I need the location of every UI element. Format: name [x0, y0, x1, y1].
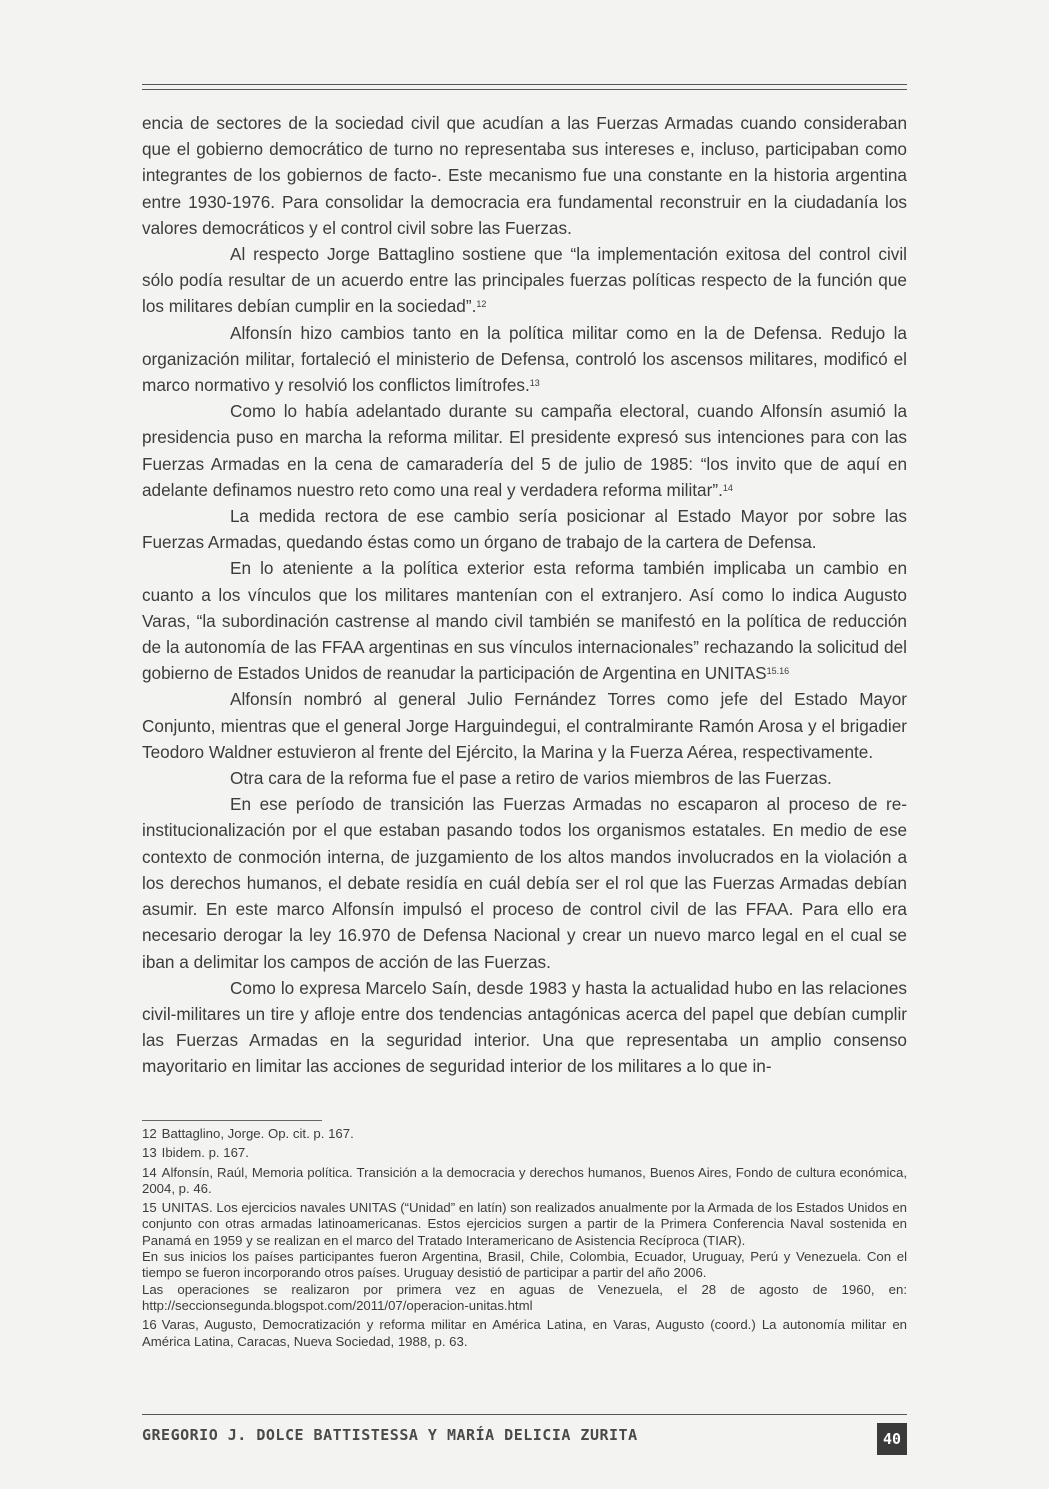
body-paragraph	[142, 765, 907, 791]
footnote-text: Ibidem. p. 167.	[161, 1145, 249, 1161]
footnote-text: UNITAS. Los ejercicios navales UNITAS (“Unidad” en latín) son realizados anualmente por la Armada de los Estados Unidos en conjunto con otras armadas latinoamericanas. Estos ejercicios surgen a partir de la Primera Conferencia Naval sostenida en Panamá en 1959 y se realizan en el marco del Tratado Interamericano de Asistencia Recíproca (TIAR).	[142, 1200, 907, 1248]
page-number: 40	[877, 1423, 907, 1455]
footnote-14	[142, 1165, 907, 1198]
body-paragraph	[142, 975, 907, 1080]
footnote-text: En sus inicios los países participantes fueron Argentina, Brasil, Chile, Colombia, Ecuador, Uruguay, Perú y Venezuela. Con el tiempo se fueron incorporando otros países. Uruguay desistió de participar a partir del año 2006.	[142, 1249, 907, 1281]
footnote-paragraph	[142, 1165, 907, 1198]
footnote-paragraph	[142, 1200, 907, 1249]
paragraph-text: La medida rectora de ese cambio sería posicionar al Estado Mayor por sobre las Fuerzas Armadas, quedando éstas como un órgano de trabajo de la cartera de Defensa.	[142, 506, 907, 553]
footnote-number: 12	[142, 1126, 157, 1141]
footnote-text: Alfonsín, Raúl, Memoria política. Transición a la democracia y derechos humanos, Buenos Aires, Fondo de cultura económica, 2004, p. 46.	[142, 1164, 907, 1196]
footnote-paragraph	[142, 1317, 907, 1350]
footnotes	[142, 1126, 907, 1353]
footnote-13	[142, 1145, 907, 1161]
body-paragraph	[142, 503, 907, 555]
footnote-15	[142, 1200, 907, 1314]
paragraph-text: Como lo había adelantado durante su campaña electoral, cuando Alfonsín asumió la presidencia puso en marcha la reforma militar. El presidente expresó sus intenciones para con las Fuerzas Armadas en la cena de camaradería del 5 de julio de 1985: “los invito que de aquí en adelante definamos nuestro reto como una real y verdadera reforma militar”.	[142, 401, 907, 500]
paragraph-text: Alfonsín nombró al general Julio Fernández Torres como jefe del Estado Mayor Conjunto, mientras que el general Jorge Harguindegui, el contralmirante Ramón Arosa y el brigadier Teodoro Waldner estuvieron al frente del Ejército, la Marina y la Fuerza Aérea, respectivamente.	[142, 689, 907, 762]
footnote-paragraph	[142, 1145, 907, 1161]
footnote-text: Battaglino, Jorge. Op. cit. p. 167.	[161, 1126, 354, 1141]
paragraph-text: En ese período de transición las Fuerzas Armadas no escaparon al proceso de reinstitucionalización por el que estaban pasando todos los organismos estatales. En medio de ese contexto de conmoción interna, de juzgamiento de los altos mandos involucrados en la violación a los derechos humanos, el debate residía en cuál debía ser el rol que las Fuerzas Armadas debían asumir. En este marco Alfonsín impulsó el proceso de control civil de las FFAA. Para ello era necesario derogar la ley 16.970 de Defensa Nacional y crear un nuevo marco legal en el cual se iban a delimitar los campos de acción de las Fuerzas.	[142, 794, 907, 972]
paragraph-text: Alfonsín hizo cambios tanto en la política militar como en la de Defensa. Redujo la organización militar, fortaleció el ministerio de Defensa, controló los ascensos militares, modificó el marco normativo y resolvió los conflictos limítrofes.	[142, 322, 907, 396]
body-text	[142, 110, 907, 1080]
body-paragraph	[142, 320, 907, 399]
footnote-paragraph	[142, 1126, 907, 1142]
body-paragraph	[142, 555, 907, 686]
footnote-ref[interactable]: 15.16	[766, 666, 790, 677]
paragraph-text: En lo ateniente a la política exterior esta reforma también implicaba un cambio en cuanto a los vínculos que los militares mantenían con el extranjero. Así como lo indica Augusto Varas, “la subordinación castrense al mando civil también se manifestó en la política de reducción de la autonomía de las FFAA argentinas en sus vínculos internacionales” rechazando la solicitud del gobierno de Estados Unidos de reanudar la participación de Argentina en UNITAS	[142, 558, 907, 684]
paragraph-text: Otra cara de la reforma fue el pase a retiro de varios miembros de las Fuerzas.	[230, 768, 832, 789]
footer-authors: GREGORIO J. DOLCE BATTISTESSA Y MARÍA DELICIA ZURITA	[142, 1426, 638, 1444]
header-rule	[142, 84, 907, 90]
body-paragraph	[142, 110, 907, 241]
paragraph-text: encia de sectores de la sociedad civil que acudían a las Fuerzas Armadas cuando consideraban que el gobierno democrático de turno no representaba sus intereses e, incluso, participaban como integrantes de los gobiernos de facto-. Este mecanismo fue una constante en la historia argentina entre 1930-1976. Para consolidar la democracia era fundamental reconstruir en la ciudadanía los valores democráticos y el control civil sobre las Fuerzas.	[142, 113, 907, 238]
footnote-text: Las operaciones se realizaron por primera vez en aguas de Venezuela, el 28 de agosto de 1960, en: http://seccionsegunda.blogspot.com/2011/07/operacion-unitas.html	[142, 1281, 907, 1313]
body-paragraph	[142, 686, 907, 765]
footer-rule	[142, 1414, 907, 1415]
footnote-number: 13	[142, 1145, 157, 1161]
footnote-number: 16	[142, 1317, 157, 1333]
footnote-text: Varas, Augusto, Democratización y reforma militar en América Latina, en Varas, Augusto (coord.) La autonomía militar en América Latina, Caracas, Nueva Sociedad, 1988, p. 63.	[142, 1317, 907, 1349]
footnote-12	[142, 1126, 907, 1142]
footnote-separator	[142, 1120, 322, 1121]
footnote-ref[interactable]: 13	[529, 378, 540, 389]
footnote-number: 14	[142, 1164, 157, 1180]
body-paragraph	[142, 791, 907, 974]
paragraph-text: Como lo expresa Marcelo Saín, desde 1983 y hasta la actualidad hubo en las relaciones civil-militares un tire y afloje entre dos tendencias antagónicas acerca del papel que debían cumplir las Fuerzas Armadas en la seguridad interior. Una que representaba un amplio consenso mayoritario en limitar las acciones de seguridad interior de los militares a lo que in-	[142, 977, 907, 1077]
footnote-ref[interactable]: 14	[722, 482, 733, 493]
footnote-ref[interactable]: 12	[476, 299, 487, 310]
body-paragraph	[142, 398, 907, 503]
footnote-paragraph	[142, 1249, 907, 1282]
footnote-number: 15	[142, 1200, 157, 1216]
footnote-16	[142, 1317, 907, 1350]
footnote-paragraph	[142, 1282, 907, 1315]
paragraph-text: Al respecto Jorge Battaglino sostiene que “la implementación exitosa del control civil sólo podía resultar de un acuerdo entre las principales fuerzas políticas respecto de la función que los militares debían cumplir en la sociedad”.	[142, 244, 907, 317]
body-paragraph	[142, 241, 907, 320]
